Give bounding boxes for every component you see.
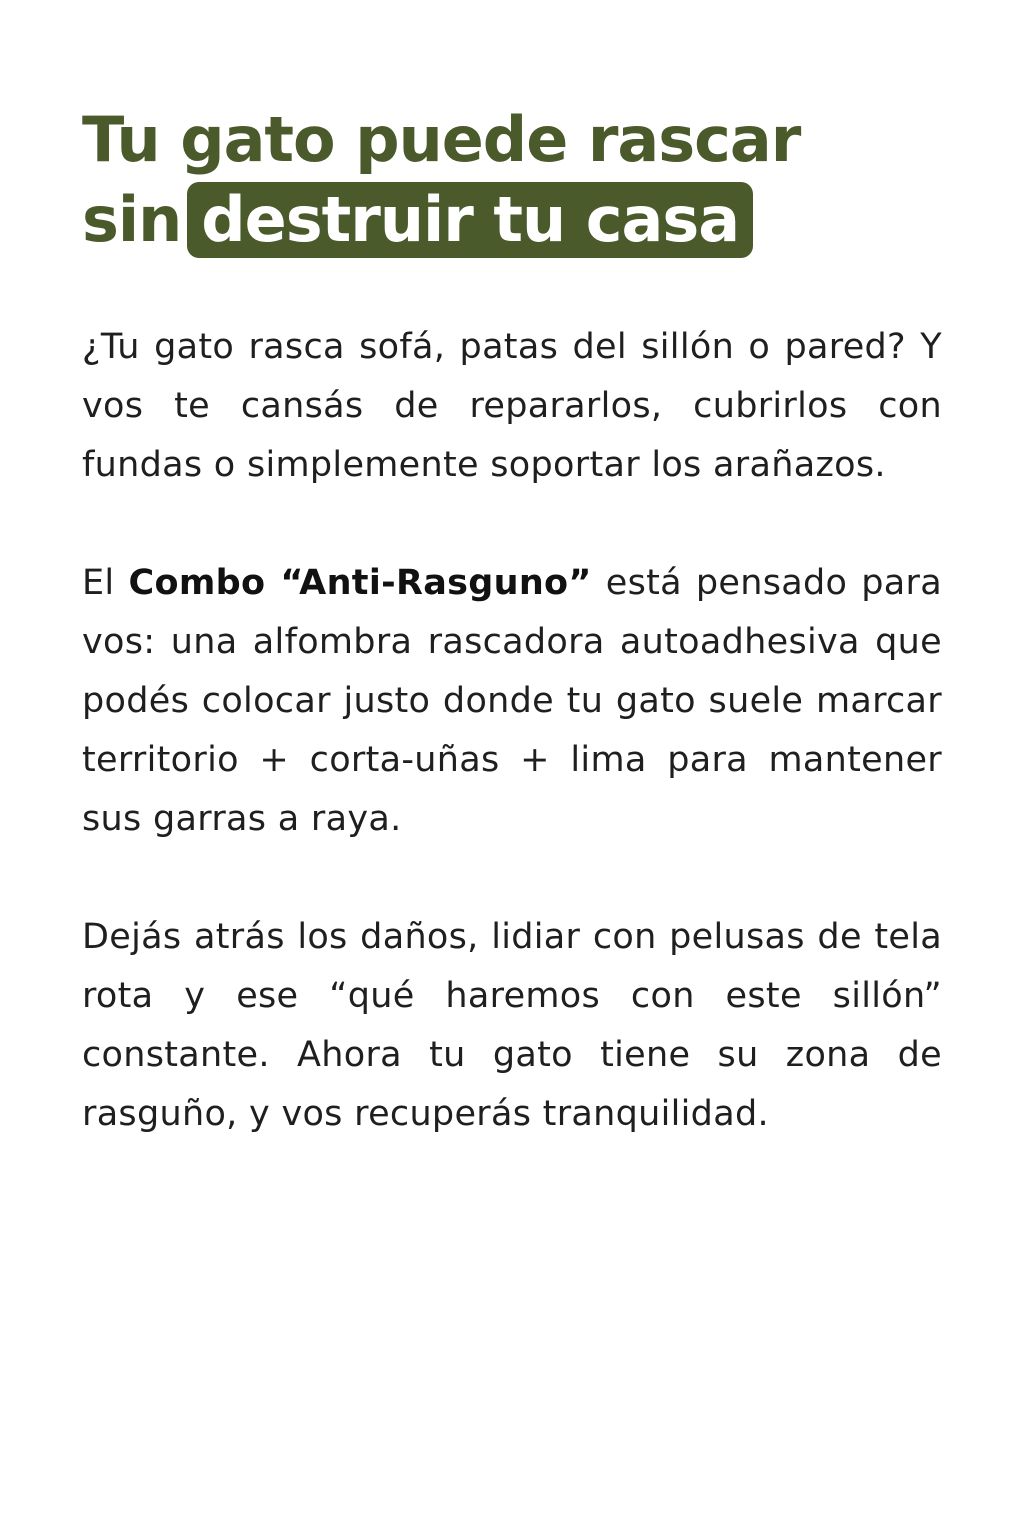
headline-prefix: sin	[82, 183, 182, 256]
paragraph-product-description: está pensado para vos: una alfombra rascadora autoadhesiva que podés colocar justo donde tu gato suele marcar territorio + corta-uñas + lima para mantener sus garras a raya.	[82, 563, 942, 839]
headline-highlight: destruir tu casa	[187, 182, 753, 258]
paragraph-product-intro: El	[82, 563, 115, 603]
headline	[82, 100, 942, 260]
content-page	[82, 100, 942, 1144]
paragraph-benefit: Dejás atrás los daños, lidiar con pelusas de tela rota y ese “qué haremos con este sillón” constante. Ahora tu gato tiene su zona de rasguño, y vos recuperás tranquilidad.	[82, 917, 942, 1134]
paragraph-product	[82, 554, 942, 849]
headline-line-1: Tu gato puede rascar	[82, 103, 801, 176]
body-text	[82, 318, 942, 1144]
product-name: Combo “Anti-Rasguno”	[128, 563, 592, 603]
paragraph-problem: ¿Tu gato rasca sofá, patas del sillón o pared? Y vos te cansás de repararlos, cubrirlos con fundas o simplemente soportar los arañazos.	[82, 327, 942, 485]
headline-line-2	[82, 180, 942, 260]
